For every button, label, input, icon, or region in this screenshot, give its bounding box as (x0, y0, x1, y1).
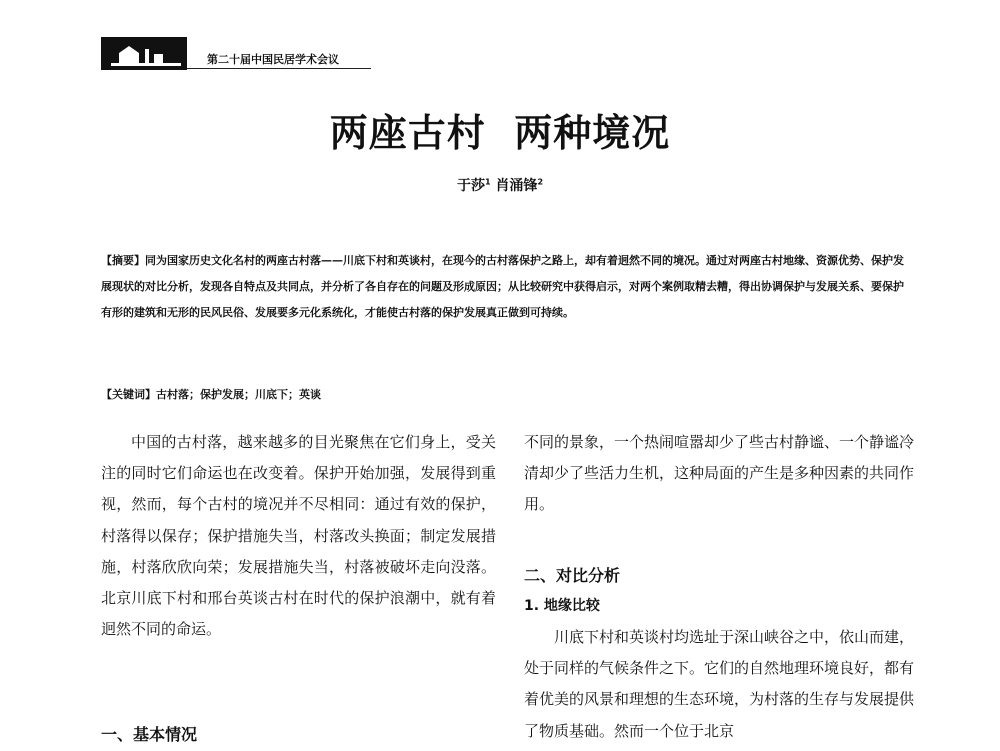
section-heading-1: 一、基本情况 (101, 725, 198, 744)
paper-title: 两座古村 两种境况 (329, 111, 671, 155)
subsection-heading: 1. 地缘比较 (524, 598, 600, 614)
abstract-text: 同为国家历史文化名村的两座古村落——川底下村和英谈村，在现今的古村落保护之路上，却有着迥然不同的境况。通过对两座古村地缘、资源优势、保护发展现状的对比分析，发现各自特点及共同点，并分析了各自存在的问题及形成原因；从比较研究中获得启示，对两个案例取精去糟，得出协调保护与发展关系、要保护有形的建筑和无形的民风民俗、发展要多元化系统化，才能使古村落的保护发展真正做到可持续。 (101, 254, 904, 319)
conference-name: 第二十届中国民居学术会议 (207, 53, 339, 66)
section-heading-2: 二、对比分析 (524, 566, 621, 585)
abstract (101, 248, 911, 326)
author-1-mark: 1 (484, 177, 491, 187)
keywords-text: 古村落；保护发展；川底下；英谈 (156, 388, 321, 401)
author-2-mark: 2 (537, 177, 544, 187)
author-1: 于莎 (456, 178, 485, 194)
header-rule (187, 68, 371, 69)
intro-paragraph: 中国的古村落，越来越多的目光聚焦在它们身上，受关注的同时它们命运也在改变着。保护开始加强，发展得到重视，然而，每个古村的境况并不尽相同：通过有效的保护，村落得以保存；保护措施失当，村落改头换面；制定发展措施，村落欣欣向荣；发展措施失当，村落被破坏走向没落。北京川底下村和邢台英谈古村在时代的保护浪潮中，就有着迥然不同的命运。 (101, 433, 496, 639)
author-2: 肖涌锋 (495, 178, 538, 194)
house-icon (101, 37, 187, 70)
header-logo-block (101, 37, 187, 70)
right-paragraph-2: 川底下村和英谈村均选址于深山峡谷之中，依山而建，处于同样的气候条件之下。它们的自然地理环境良好，都有着优美的风景和理想的生态环境，为村落的生存与发展提供了物质基础。然而一个位于北京 (524, 628, 915, 740)
keywords-label: 【关键词】 (101, 388, 156, 401)
authors (0, 175, 1000, 195)
right-paragraph-1: 不同的景象，一个热闹喧嚣却少了些古村静谧、一个静谧冷清却少了些活力生机，这种局面的产生是多种因素的共同作用。 (524, 433, 915, 514)
keywords (101, 386, 911, 402)
abstract-label: 【摘要】 (101, 254, 145, 267)
